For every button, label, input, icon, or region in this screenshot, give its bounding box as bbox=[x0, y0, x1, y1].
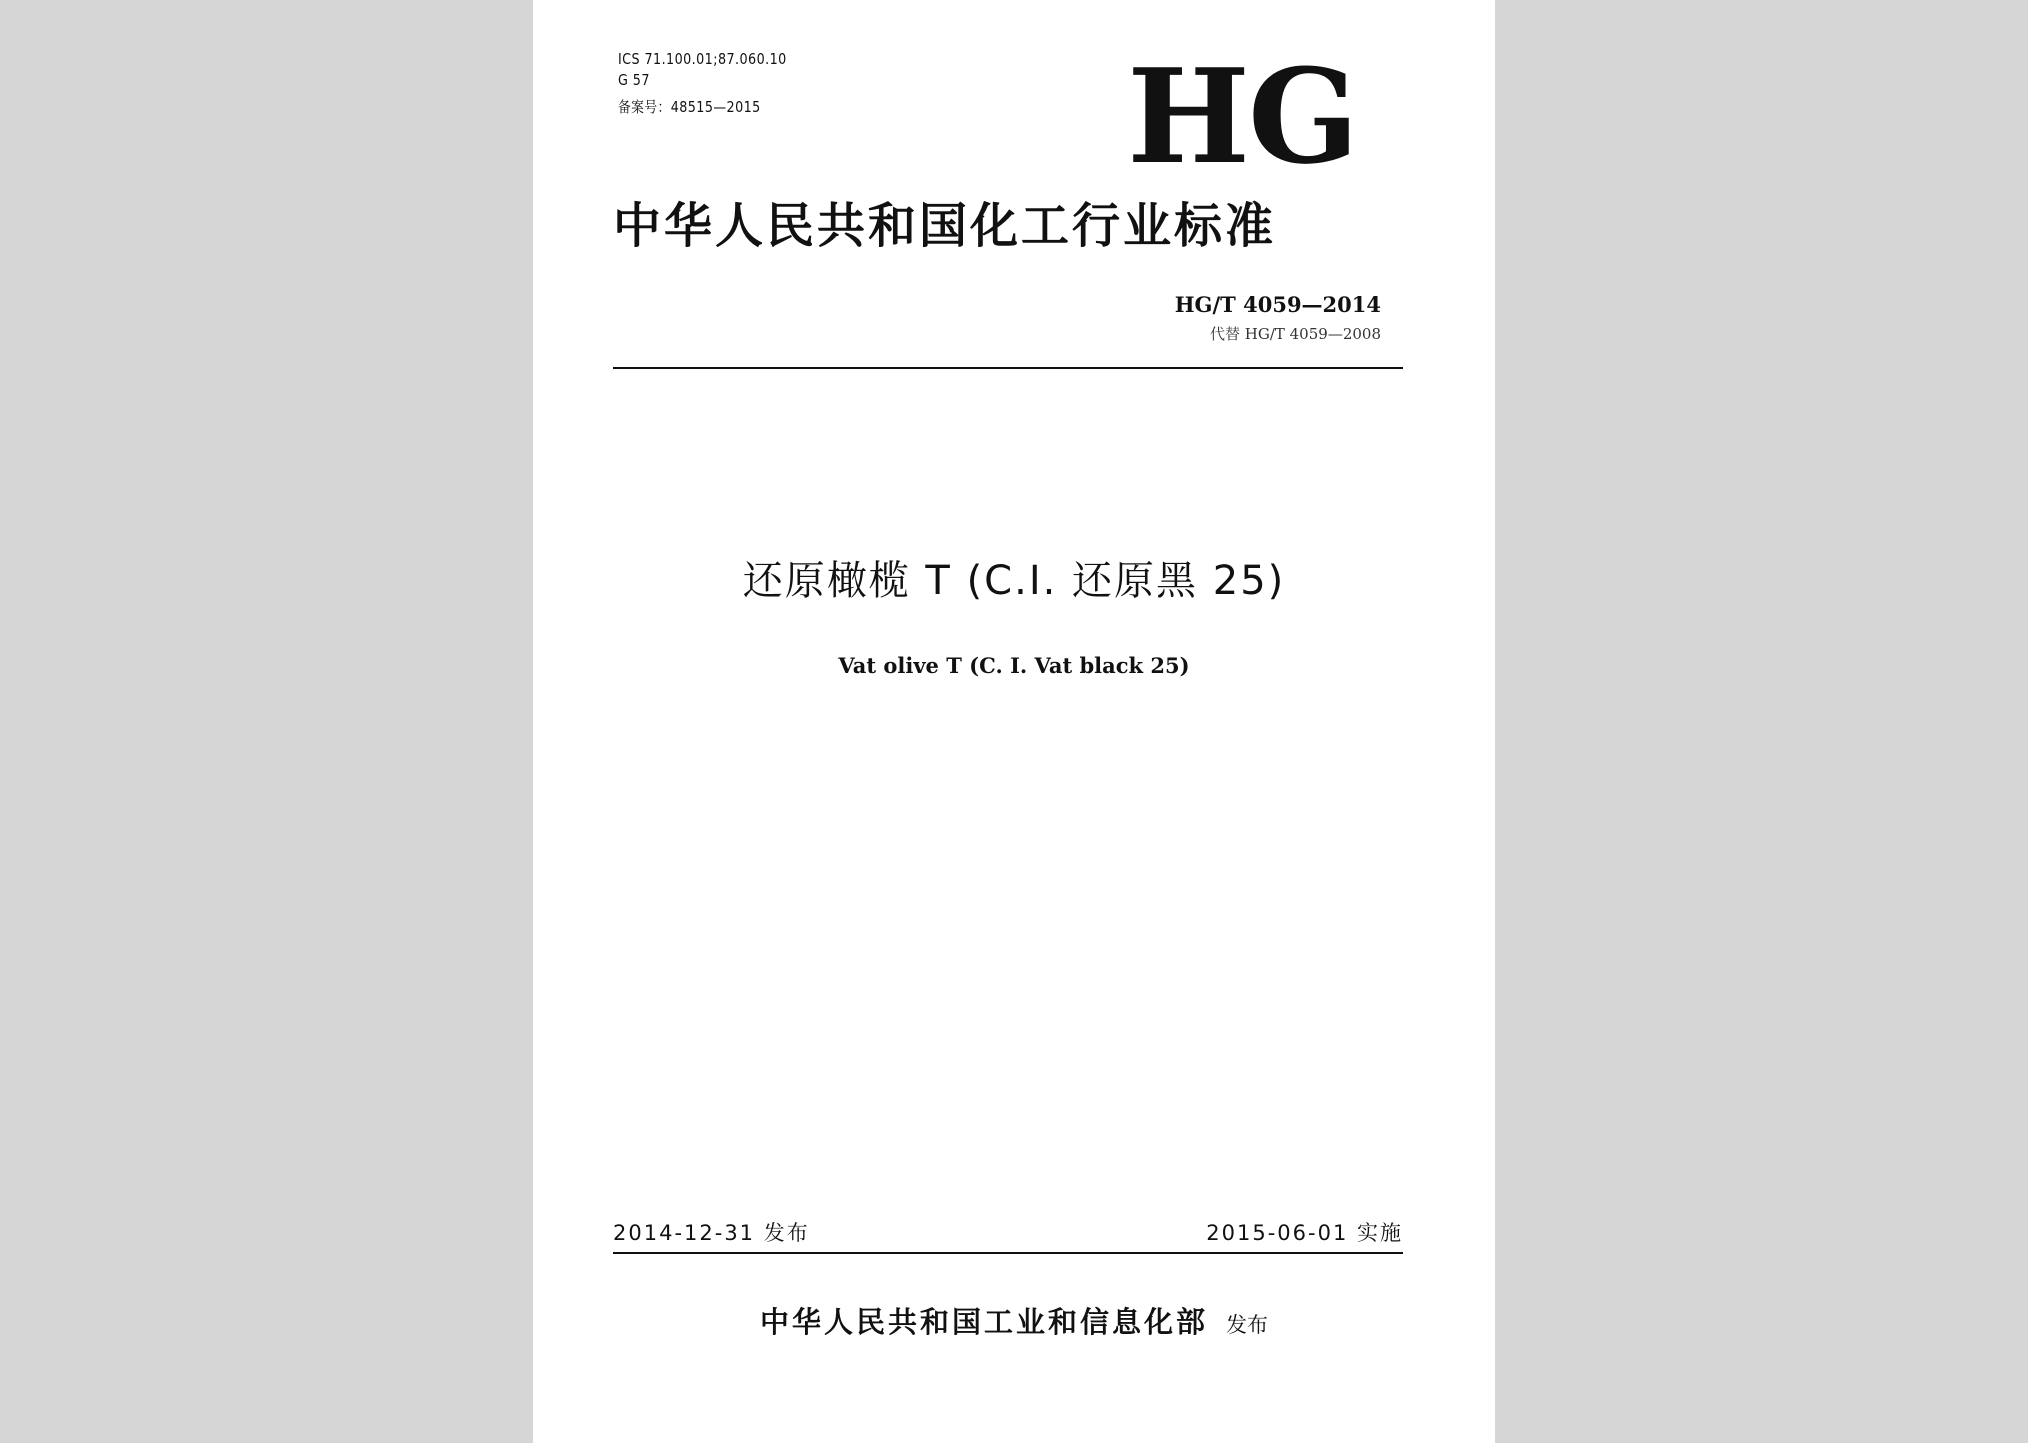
issue-date: 2014-12-31 发布 bbox=[613, 1221, 810, 1245]
issuer-line bbox=[533, 1300, 1495, 1341]
standard-code: HG/T 4059—2014 bbox=[1174, 292, 1381, 317]
filing-number: 备案号：48515—2015 bbox=[618, 98, 761, 116]
footer-divider bbox=[613, 1252, 1403, 1254]
classification-code: G 57 bbox=[618, 71, 650, 89]
effective-date: 2015-06-01 实施 bbox=[1206, 1221, 1403, 1245]
issuer-name: 中华人民共和国工业和信息化部 bbox=[759, 1305, 1208, 1339]
hg-logo: HG bbox=[1127, 40, 1357, 193]
header-divider bbox=[613, 367, 1403, 369]
standard-title: 中华人民共和国化工行业标准 bbox=[613, 198, 1277, 254]
document-page bbox=[533, 0, 1495, 1443]
document-title-cn: 还原橄榄 T (C.I. 还原黑 25) bbox=[742, 558, 1286, 604]
issuer-suffix: 发布 bbox=[1226, 1313, 1268, 1337]
ics-code: ICS 71.100.01;87.060.10 bbox=[618, 50, 787, 68]
replaced-standard: 代替 HG/T 4059—2008 bbox=[1209, 325, 1381, 343]
document-title-en: Vat olive T (C. I. Vat black 25) bbox=[838, 653, 1190, 678]
